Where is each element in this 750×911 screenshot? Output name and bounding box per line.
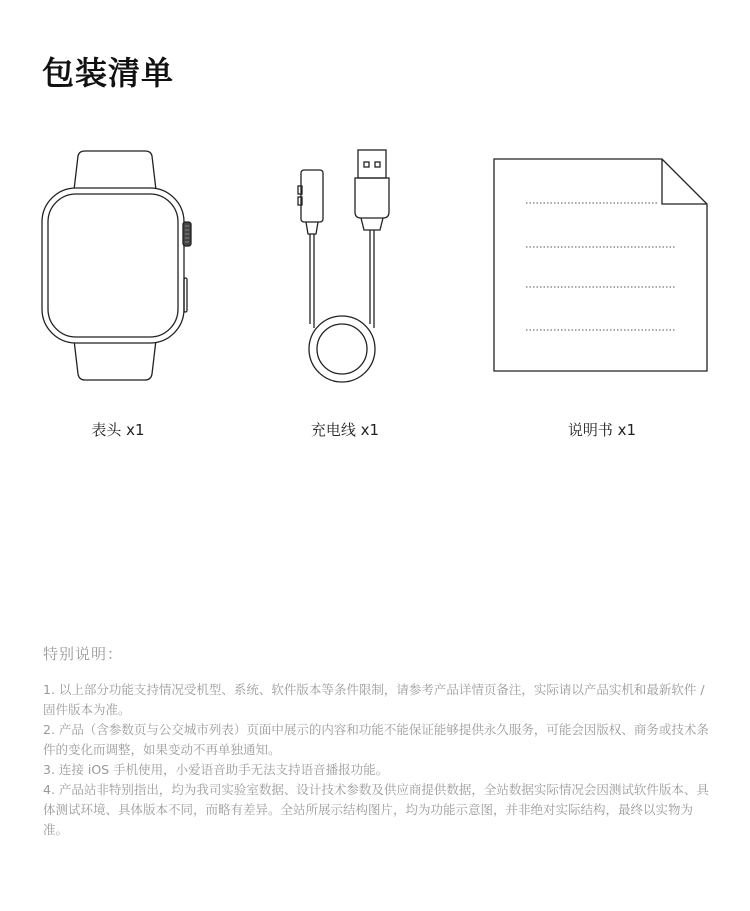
notes-heading: 特别说明： — [43, 645, 124, 663]
manual-document-icon — [492, 157, 710, 375]
item-label-cable: 充电线 x1 — [310, 421, 380, 439]
note-item: 3. 连接 iOS 手机使用，小爱语音助手无法支持语音播报功能。 — [43, 762, 389, 777]
item-label-watch: 表头 x1 — [91, 421, 145, 439]
note-item: 2. 产品（含参数页与公交城市列表）页面中展示的内容和功能不能保证能够提供永久服务，可能会因版权、商务或技术条件的变化而调整，如果变动不再单独通知。 — [43, 722, 709, 757]
charging-cable-icon — [290, 148, 400, 384]
note-item: 1. 以上部分功能支持情况受机型、系统、软件版本等条件限制，请参考产品详情页备注，实际请以产品实机和最新软件 / 固件版本为准。 — [43, 682, 705, 717]
smartwatch-icon — [38, 148, 198, 384]
item-label-manual: 说明书 x1 — [567, 421, 637, 439]
page-title: 包装清单 — [42, 54, 175, 92]
notes-list — [43, 680, 711, 840]
note-item: 4. 产品站非特别指出，均为我司实验室数据、设计技术参数及供应商提供数据，全站数据实际情况会因测试软件版本、具体测试环境、具体版本不同，而略有差异。全站所展示结构图片，均为功能示意图，并非绝对实际结构，最终以实物为准。 — [43, 782, 709, 837]
